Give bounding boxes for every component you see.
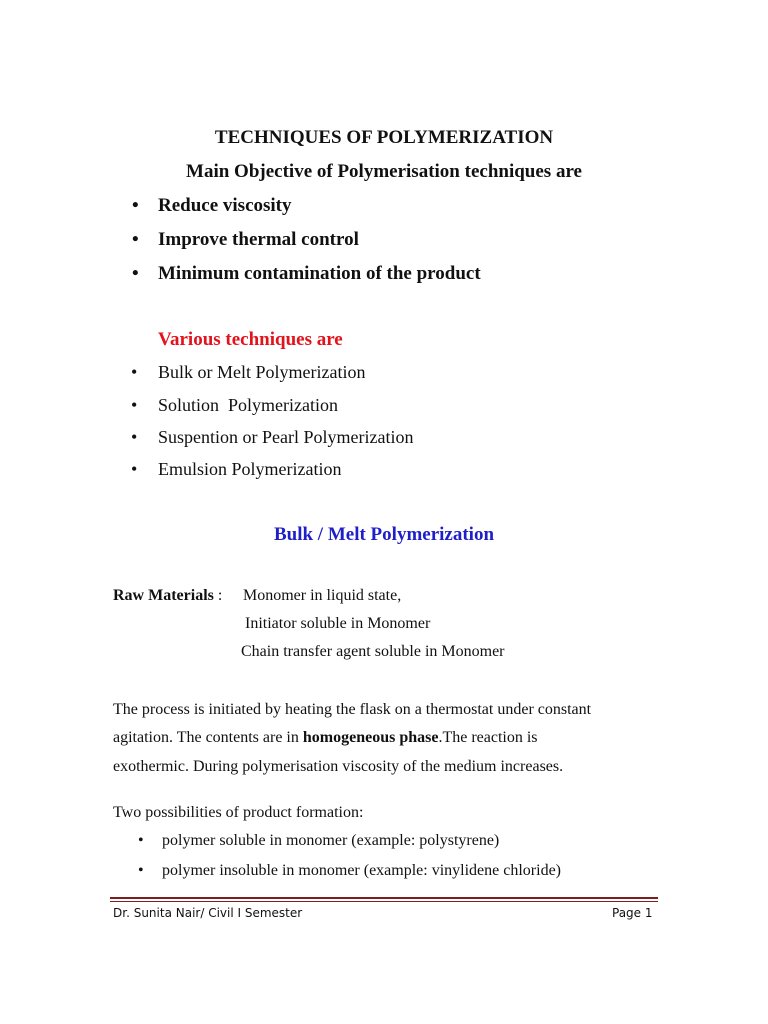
raw-materials-label: Raw Materials — [113, 587, 214, 604]
technique-item — [131, 459, 342, 480]
bullet-icon: • — [138, 832, 144, 849]
process-paragraph-line: exothermic. During polymerisation viscosity of the medium increases. — [113, 758, 564, 775]
process-text: .The reaction is — [438, 729, 538, 746]
document-title: TECHNIQUES OF POLYMERIZATION — [214, 127, 554, 148]
possibility-text: polymer insoluble in monomer (example: vinylidene chloride) — [162, 862, 562, 879]
raw-material-item: Chain transfer agent soluble in Monomer — [241, 643, 505, 660]
objective-text: Reduce viscosity — [158, 195, 292, 216]
objective-text: Improve thermal control — [158, 229, 359, 250]
technique-item — [131, 395, 338, 416]
raw-materials-line — [113, 587, 222, 605]
bullet-icon: • — [131, 362, 138, 382]
bullet-icon: • — [132, 263, 139, 284]
technique-text: Suspention or Pearl Polymerization — [158, 427, 414, 447]
technique-item — [131, 427, 414, 448]
bullet-icon: • — [132, 229, 139, 250]
footer-page-number: Page 1 — [612, 906, 653, 920]
various-techniques-heading: Various techniques are — [158, 329, 343, 350]
objective-item — [132, 263, 481, 285]
possibility-item — [138, 862, 562, 880]
technique-text: Bulk or Melt Polymerization — [158, 362, 366, 382]
bullet-icon: • — [132, 195, 139, 216]
footer-divider-thin — [110, 901, 658, 902]
possibility-text: polymer soluble in monomer (example: polystyrene) — [162, 832, 500, 849]
bullet-icon: • — [131, 395, 138, 415]
technique-text: Emulsion Polymerization — [158, 459, 342, 479]
bullet-icon: • — [138, 862, 144, 879]
bullet-icon: • — [131, 427, 138, 447]
process-emphasis: homogeneous phase — [302, 729, 439, 746]
footer-divider — [110, 897, 658, 899]
document-subtitle: Main Objective of Polymerisation techniques are — [186, 161, 582, 182]
possibilities-heading: Two possibilities of product formation: — [113, 804, 364, 821]
objective-item — [132, 229, 359, 251]
raw-material-item: Monomer in liquid state, — [243, 587, 402, 604]
technique-item — [131, 362, 366, 383]
technique-text: Solution Polymerization — [158, 395, 338, 415]
footer-author: Dr. Sunita Nair/ Civil I Semester — [113, 906, 303, 920]
bullet-icon: • — [131, 459, 138, 479]
process-text: agitation. The contents are in — [113, 729, 303, 746]
possibility-item — [138, 832, 500, 850]
raw-material-item: Initiator soluble in Monomer — [245, 615, 431, 632]
process-paragraph-line: The process is initiated by heating the flask on a thermostat under constant — [113, 701, 592, 718]
objective-text: Minimum contamination of the product — [158, 263, 481, 284]
process-paragraph-line — [113, 729, 538, 747]
section-heading: Bulk / Melt Polymerization — [273, 524, 495, 545]
objective-item — [132, 195, 292, 217]
raw-materials-separator: : — [213, 587, 223, 604]
